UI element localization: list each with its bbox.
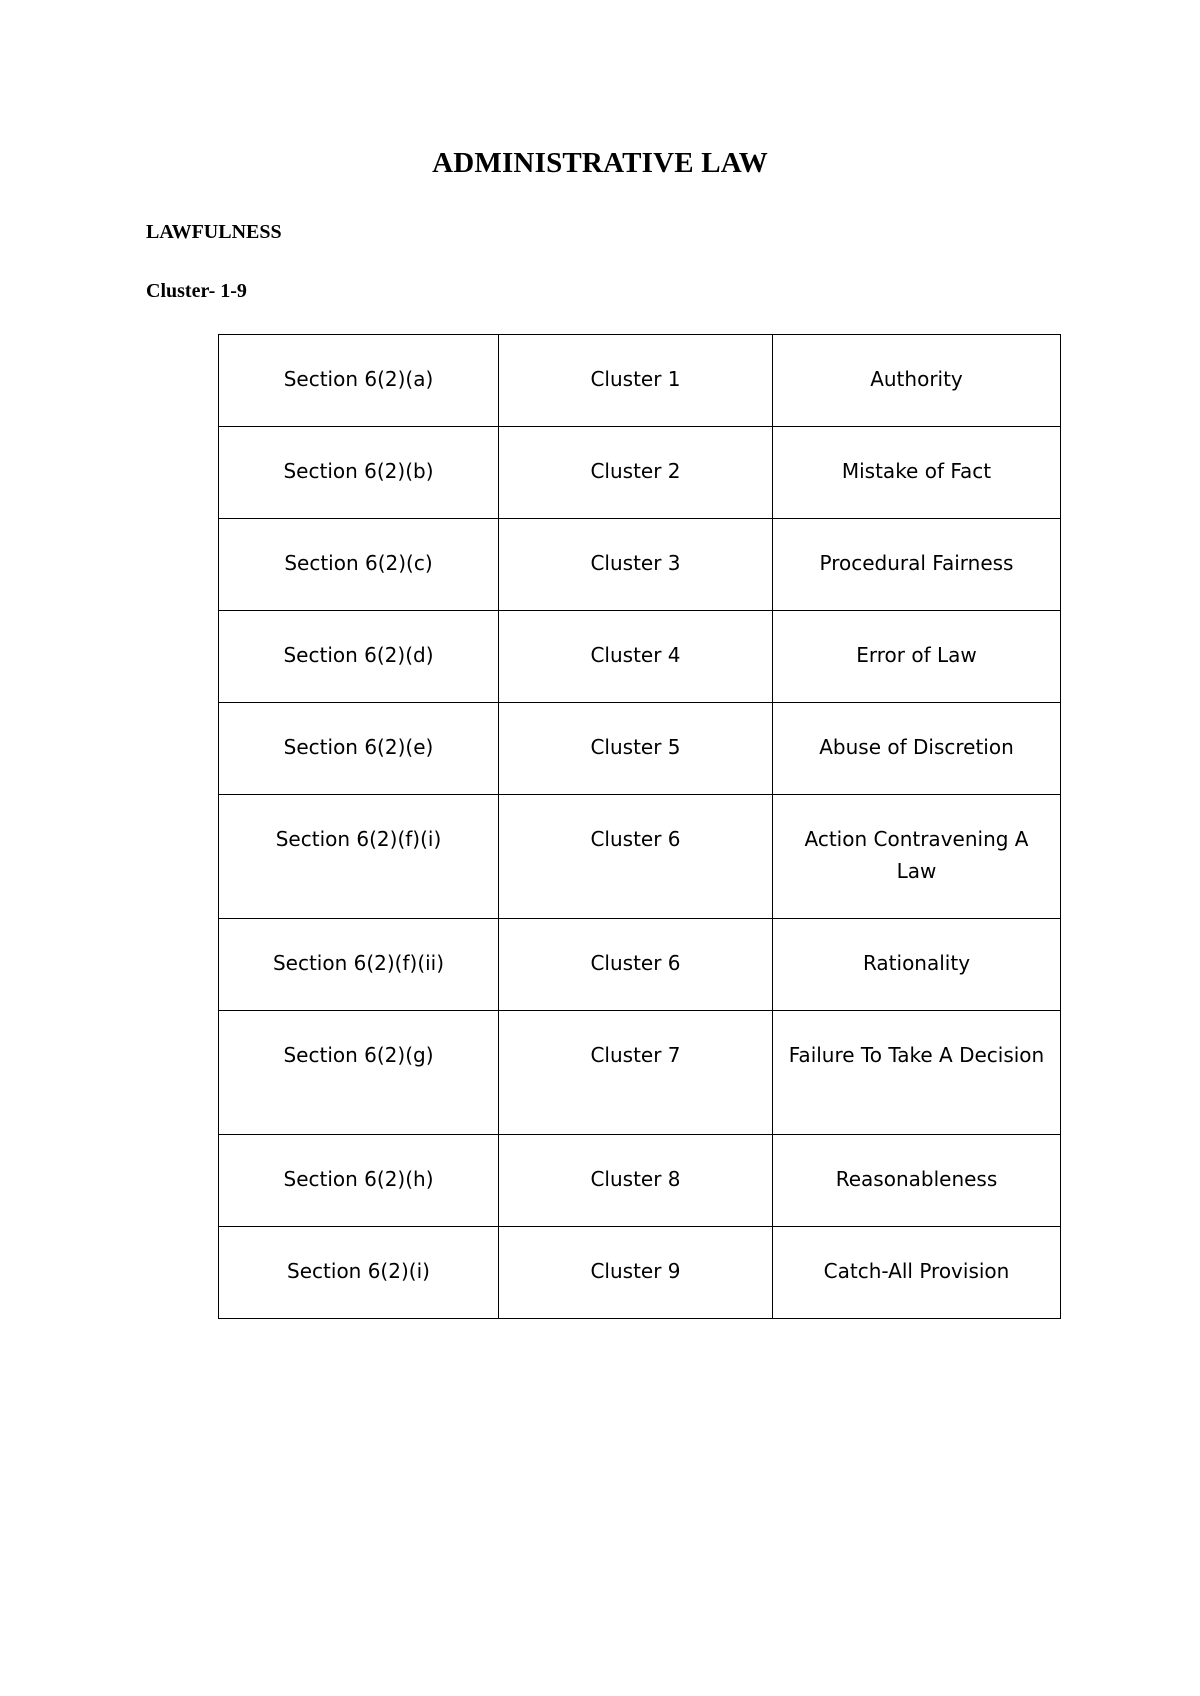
sub-heading: Cluster- 1-9: [146, 280, 247, 302]
cluster-cell: Cluster 9: [499, 1227, 773, 1319]
table-row: [219, 611, 1061, 703]
cluster-cell: Cluster 5: [499, 703, 773, 795]
table-row: [219, 1135, 1061, 1227]
table-row: [219, 703, 1061, 795]
table-row: [219, 335, 1061, 427]
cluster-cell: Cluster 3: [499, 519, 773, 611]
table-row: [219, 427, 1061, 519]
section-cell: Section 6(2)(d): [219, 611, 499, 703]
ground-cell: Abuse of Discretion: [773, 703, 1061, 795]
table-row: [219, 1011, 1061, 1135]
cluster-cell: Cluster 6: [499, 919, 773, 1011]
section-cell: Section 6(2)(e): [219, 703, 499, 795]
section-cell: Section 6(2)(f)(i): [219, 795, 499, 919]
page-title: ADMINISTRATIVE LAW: [432, 147, 768, 179]
ground-cell: Authority: [773, 335, 1061, 427]
ground-cell: Procedural Fairness: [773, 519, 1061, 611]
section-cell: Section 6(2)(h): [219, 1135, 499, 1227]
ground-cell: Mistake of Fact: [773, 427, 1061, 519]
section-heading: LAWFULNESS: [146, 221, 282, 243]
ground-cell: Reasonableness: [773, 1135, 1061, 1227]
section-cell: Section 6(2)(b): [219, 427, 499, 519]
ground-cell: Failure To Take A Decision: [773, 1011, 1061, 1135]
section-cell: Section 6(2)(a): [219, 335, 499, 427]
cluster-cell: Cluster 2: [499, 427, 773, 519]
section-cell: Section 6(2)(c): [219, 519, 499, 611]
section-cell: Section 6(2)(f)(ii): [219, 919, 499, 1011]
cluster-cell: Cluster 1: [499, 335, 773, 427]
ground-cell: Catch-All Provision: [773, 1227, 1061, 1319]
section-cell: Section 6(2)(g): [219, 1011, 499, 1135]
table-row: [219, 1227, 1061, 1319]
ground-cell: Error of Law: [773, 611, 1061, 703]
section-cell: Section 6(2)(i): [219, 1227, 499, 1319]
cluster-cell: Cluster 6: [499, 795, 773, 919]
cluster-cell: Cluster 4: [499, 611, 773, 703]
ground-cell: Action Contravening A Law: [773, 795, 1061, 919]
table-row: [219, 795, 1061, 919]
table-row: [219, 919, 1061, 1011]
ground-cell: Rationality: [773, 919, 1061, 1011]
cluster-cell: Cluster 7: [499, 1011, 773, 1135]
cluster-table: [218, 334, 1061, 1319]
table-row: [219, 519, 1061, 611]
cluster-cell: Cluster 8: [499, 1135, 773, 1227]
